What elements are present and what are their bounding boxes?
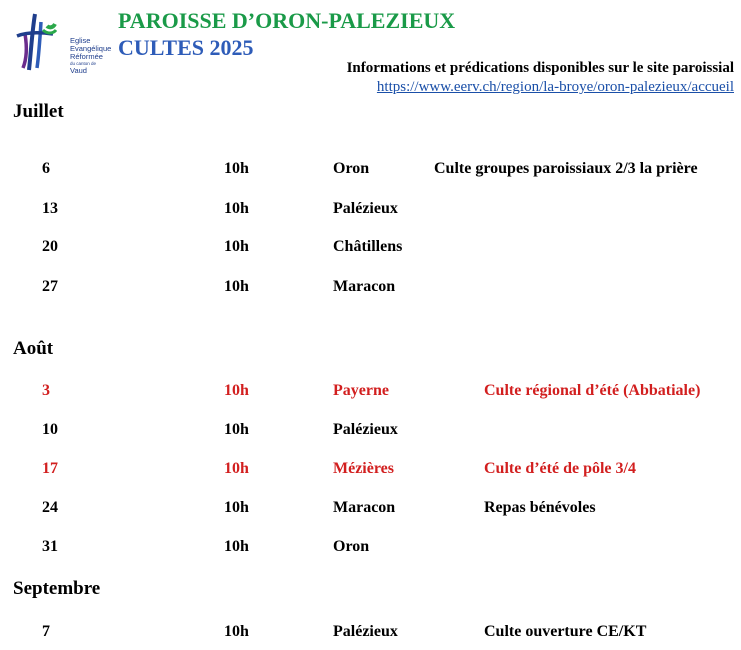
- service-time: 10h: [224, 382, 249, 399]
- eerv-cross-logo-icon: [13, 12, 57, 72]
- service-place: Mézières: [333, 460, 394, 477]
- service-place: Palézieux: [333, 200, 398, 217]
- service-day: 10: [42, 421, 58, 438]
- service-day: 6: [42, 160, 50, 177]
- service-time: 10h: [224, 278, 249, 295]
- service-place: Palézieux: [333, 623, 398, 640]
- service-time: 10h: [224, 238, 249, 255]
- schedule-row: [0, 200, 741, 222]
- service-note: Culte d’été de pôle 3/4: [484, 460, 636, 477]
- service-day: 20: [42, 238, 58, 255]
- service-time: 10h: [224, 623, 249, 640]
- service-time: 10h: [224, 200, 249, 217]
- service-place: Maracon: [333, 499, 396, 516]
- schedule-row-highlight: [0, 382, 741, 404]
- service-day: 27: [42, 278, 58, 295]
- page-subtitle: CULTES 2025: [118, 35, 254, 60]
- service-note: Culte ouverture CE/KT: [484, 623, 647, 640]
- service-day: 17: [42, 460, 58, 477]
- page-title: PAROISSE D’ORON-PALEZIEUX: [118, 8, 456, 33]
- service-place: Payerne: [333, 382, 389, 399]
- parish-website-link[interactable]: https://www.eerv.ch/region/la-broye/oron-palezieux/accueil: [376, 79, 734, 95]
- logo-wordmark: Eglise Evangélique Réformée du canton de Vaud: [70, 36, 112, 75]
- service-time: 10h: [224, 538, 249, 555]
- service-time: 10h: [224, 499, 249, 516]
- service-time: 10h: [224, 460, 249, 477]
- service-day: 31: [42, 538, 58, 555]
- month-heading-august: Août: [13, 338, 54, 359]
- church-logo: [13, 12, 112, 80]
- service-day: 24: [42, 499, 58, 516]
- service-place: Oron: [333, 160, 370, 177]
- schedule-row: [0, 238, 741, 260]
- service-note: Culte groupes paroissiaux 2/3 la prière: [434, 160, 698, 177]
- month-heading-july: Juillet: [13, 101, 64, 122]
- schedule-row: [0, 421, 741, 443]
- service-time: 10h: [224, 421, 249, 438]
- schedule-row-highlight: [0, 460, 741, 482]
- service-time: 10h: [224, 160, 249, 177]
- schedule-row: [0, 160, 741, 182]
- info-text: Informations et prédications disponibles sur le site paroissial: [346, 60, 734, 76]
- schedule-row: [0, 623, 741, 645]
- service-day: 13: [42, 200, 58, 217]
- schedule-row: [0, 278, 741, 300]
- service-day: 3: [42, 382, 50, 399]
- service-day: 7: [42, 623, 50, 640]
- service-place: Oron: [333, 538, 370, 555]
- service-place: Palézieux: [333, 421, 398, 438]
- service-note: Repas bénévoles: [484, 499, 596, 516]
- service-note: Culte régional d’été (Abbatiale): [484, 382, 701, 399]
- schedule-row: [0, 538, 741, 560]
- service-place: Châtillens: [333, 238, 403, 255]
- service-place: Maracon: [333, 278, 396, 295]
- schedule-row: [0, 499, 741, 521]
- month-heading-september: Septembre: [13, 578, 101, 599]
